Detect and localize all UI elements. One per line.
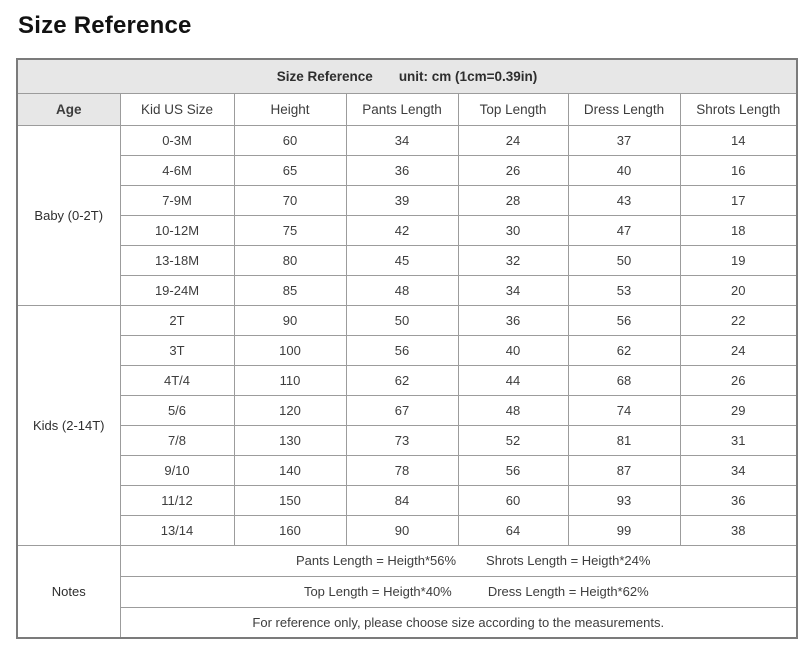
- table-cell: 53: [568, 275, 680, 305]
- table-cell: 36: [458, 305, 568, 335]
- table-cell: 32: [458, 245, 568, 275]
- note-dress-formula: Dress Length = Heigth*62%: [487, 584, 649, 599]
- table-cell: 11/12: [120, 485, 234, 515]
- table-cell: 45: [346, 245, 458, 275]
- table-cell: 87: [568, 455, 680, 485]
- column-header-kid-us-size: Kid US Size: [120, 93, 234, 125]
- table-row: [17, 455, 797, 485]
- table-cell: 17: [680, 185, 797, 215]
- column-header-top-length: Top Length: [458, 93, 568, 125]
- column-header-shrots-length: Shrots Length: [680, 93, 797, 125]
- table-cell: 4-6M: [120, 155, 234, 185]
- table-cell: 31: [680, 425, 797, 455]
- table-cell: 24: [458, 125, 568, 155]
- caption-title: Size Reference: [276, 68, 373, 84]
- note-shrots-formula: Shrots Length = Heigth*24%: [486, 553, 651, 568]
- table-cell: 100: [234, 335, 346, 365]
- table-cell: 0-3M: [120, 125, 234, 155]
- table-cell: 47: [568, 215, 680, 245]
- table-cell: 78: [346, 455, 458, 485]
- table-row: [17, 515, 797, 545]
- table-row: [17, 425, 797, 455]
- table-cell: 22: [680, 305, 797, 335]
- table-row: [17, 485, 797, 515]
- table-cell: 62: [568, 335, 680, 365]
- table-cell: 85: [234, 275, 346, 305]
- note-top-formula: Top Length = Heigth*40%: [303, 584, 452, 599]
- table-cell: 7/8: [120, 425, 234, 455]
- group-label-kids: Kids (2-14T): [17, 305, 120, 545]
- column-header-row: [17, 93, 797, 125]
- table-cell: 7-9M: [120, 185, 234, 215]
- notes-disclaimer: For reference only, please choose size according to the measurements.: [120, 607, 797, 638]
- table-cell: 93: [568, 485, 680, 515]
- table-cell: 3T: [120, 335, 234, 365]
- table-cell: 50: [568, 245, 680, 275]
- table-row: [17, 155, 797, 185]
- table-cell: 99: [568, 515, 680, 545]
- table-cell: 18: [680, 215, 797, 245]
- notes-label: Notes: [17, 545, 120, 638]
- table-cell: 38: [680, 515, 797, 545]
- table-cell: 34: [346, 125, 458, 155]
- table-row: [17, 335, 797, 365]
- table-cell: 74: [568, 395, 680, 425]
- table-cell: 65: [234, 155, 346, 185]
- table-cell: 24: [680, 335, 797, 365]
- table-row: [17, 125, 797, 155]
- table-cell: 39: [346, 185, 458, 215]
- table-cell: 26: [458, 155, 568, 185]
- table-cell: 60: [458, 485, 568, 515]
- table-cell: 13/14: [120, 515, 234, 545]
- table-cell: 67: [346, 395, 458, 425]
- table-cell: 5/6: [120, 395, 234, 425]
- table-cell: 2T: [120, 305, 234, 335]
- table-cell: 73: [346, 425, 458, 455]
- table-cell: 80: [234, 245, 346, 275]
- table-cell: 30: [458, 215, 568, 245]
- table-cell: 37: [568, 125, 680, 155]
- table-cell: 56: [568, 305, 680, 335]
- table-cell: 26: [680, 365, 797, 395]
- table-cell: 20: [680, 275, 797, 305]
- table-cell: 64: [458, 515, 568, 545]
- table-cell: 9/10: [120, 455, 234, 485]
- size-reference-table: [16, 58, 798, 639]
- table-cell: 56: [346, 335, 458, 365]
- table-cell: 42: [346, 215, 458, 245]
- table-row: [17, 245, 797, 275]
- table-cell: 50: [346, 305, 458, 335]
- table-cell: 150: [234, 485, 346, 515]
- table-cell: 70: [234, 185, 346, 215]
- table-cell: 40: [568, 155, 680, 185]
- table-cell: 81: [568, 425, 680, 455]
- table-cell: 56: [458, 455, 568, 485]
- caption-unit: unit: cm (1cm=0.39in): [398, 68, 538, 84]
- table-cell: 48: [346, 275, 458, 305]
- table-cell: 44: [458, 365, 568, 395]
- table-caption: [17, 59, 797, 93]
- notes-formula-cell: [120, 576, 797, 607]
- table-cell: 28: [458, 185, 568, 215]
- table-cell: 34: [680, 455, 797, 485]
- table-cell: 110: [234, 365, 346, 395]
- table-cell: 29: [680, 395, 797, 425]
- table-cell: 120: [234, 395, 346, 425]
- table-cell: 160: [234, 515, 346, 545]
- table-cell: 10-12M: [120, 215, 234, 245]
- table-cell: 36: [680, 485, 797, 515]
- table-cell: 19: [680, 245, 797, 275]
- note-pants-formula: Pants Length = Heigth*56%: [295, 553, 457, 568]
- table-cell: 140: [234, 455, 346, 485]
- table-cell: 34: [458, 275, 568, 305]
- table-row: [17, 215, 797, 245]
- notes-formula-cell: [120, 545, 797, 576]
- table-cell: 90: [234, 305, 346, 335]
- column-header-height: Height: [234, 93, 346, 125]
- column-header-dress-length: Dress Length: [568, 93, 680, 125]
- page-title: Size Reference: [18, 12, 192, 39]
- table-cell: 68: [568, 365, 680, 395]
- notes-row: [17, 576, 797, 607]
- table-cell: 43: [568, 185, 680, 215]
- table-cell: 60: [234, 125, 346, 155]
- notes-row: [17, 545, 797, 576]
- table-cell: 75: [234, 215, 346, 245]
- table-cell: 14: [680, 125, 797, 155]
- table-cell: 19-24M: [120, 275, 234, 305]
- table-row: [17, 185, 797, 215]
- table-cell: 40: [458, 335, 568, 365]
- column-header-pants-length: Pants Length: [346, 93, 458, 125]
- table-row: [17, 275, 797, 305]
- table-cell: 84: [346, 485, 458, 515]
- table-cell: 90: [346, 515, 458, 545]
- table-cell: 13-18M: [120, 245, 234, 275]
- group-label-baby: Baby (0-2T): [17, 125, 120, 305]
- table-caption-row: [17, 59, 797, 93]
- table-cell: 48: [458, 395, 568, 425]
- column-header-age: Age: [17, 93, 120, 125]
- table-row: [17, 395, 797, 425]
- table-cell: 4T/4: [120, 365, 234, 395]
- table-cell: 62: [346, 365, 458, 395]
- table-row: [17, 305, 797, 335]
- table-cell: 52: [458, 425, 568, 455]
- table-cell: 16: [680, 155, 797, 185]
- notes-row: [17, 607, 797, 638]
- table-row: [17, 365, 797, 395]
- table-cell: 130: [234, 425, 346, 455]
- table-cell: 36: [346, 155, 458, 185]
